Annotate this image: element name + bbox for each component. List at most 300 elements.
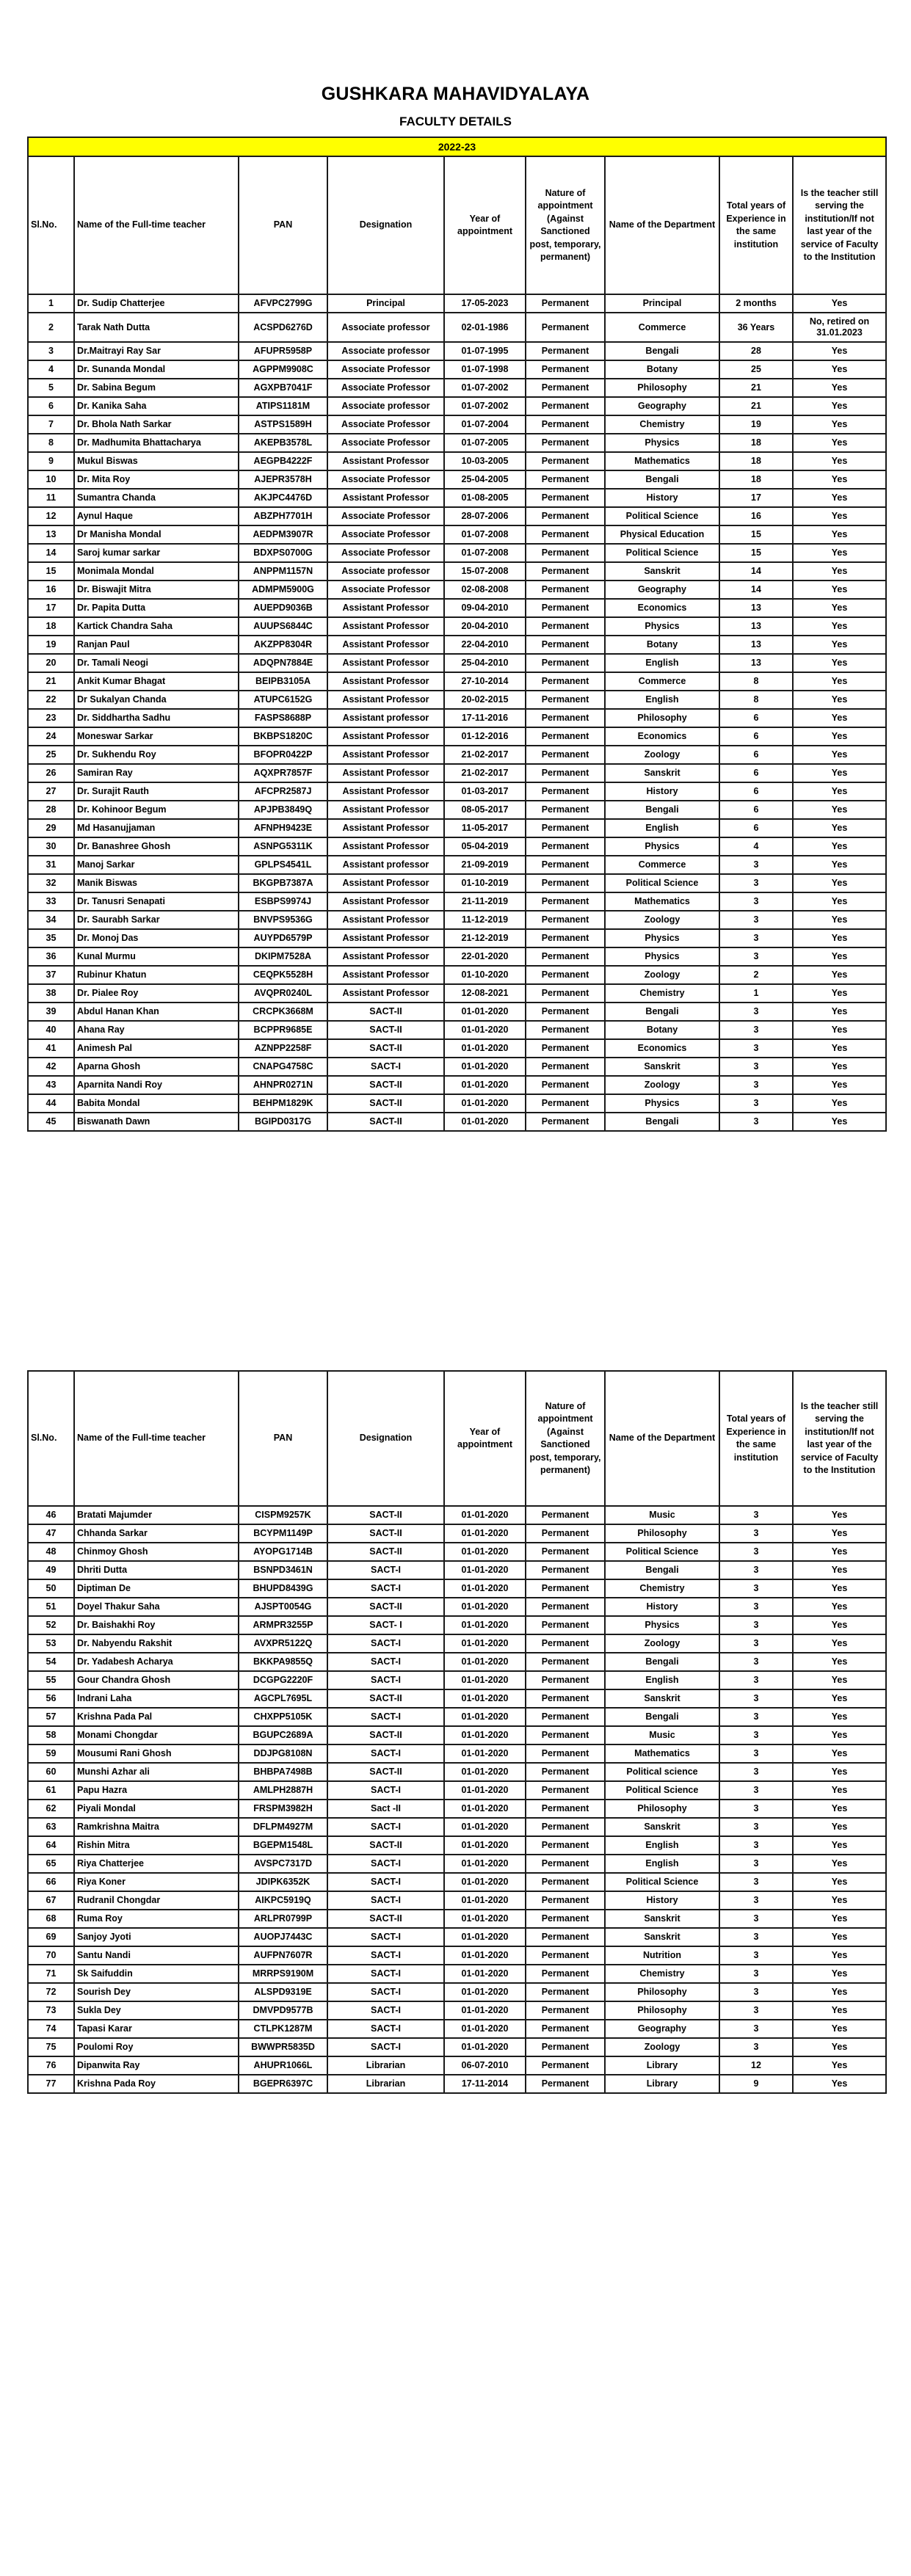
appointment-nature-cell: Permanent	[526, 434, 605, 452]
serving-status-cell: Yes	[793, 415, 886, 434]
table-row	[28, 599, 886, 617]
college-name: GUSHKARA MAHAVIDYALAYA	[321, 84, 590, 104]
table-row	[28, 525, 886, 544]
pan-cell: CRCPK3668M	[239, 1003, 327, 1021]
appointment-nature-cell: Permanent	[526, 415, 605, 434]
appointment-nature-cell: Permanent	[526, 342, 605, 360]
sl-no-cell: 26	[28, 764, 74, 782]
experience-cell: 3	[719, 892, 793, 911]
appointment-nature-cell: Permanent	[526, 1946, 605, 1965]
appointment-date-cell: 01-01-2020	[444, 1708, 526, 1726]
appointment-date-cell: 01-01-2020	[444, 1763, 526, 1781]
appointment-nature-cell: Permanent	[526, 1891, 605, 1910]
department-cell: Bengali	[605, 1653, 719, 1671]
appointment-nature-cell: Permanent	[526, 727, 605, 746]
department-cell: Economics	[605, 1039, 719, 1058]
serving-status-cell: Yes	[793, 1671, 886, 1689]
appointment-nature-cell: Permanent	[526, 1021, 605, 1039]
appointment-date-cell: 01-01-2020	[444, 1506, 526, 1524]
sl-no-cell: 42	[28, 1058, 74, 1076]
appointment-nature-cell: Permanent	[526, 507, 605, 525]
table-row	[28, 397, 886, 415]
appointment-nature-cell: Permanent	[526, 911, 605, 929]
appointment-date-cell: 01-01-2020	[444, 1855, 526, 1873]
experience-cell: 3	[719, 1910, 793, 1928]
table-row	[28, 1598, 886, 1616]
pan-cell: ASNPG5311K	[239, 837, 327, 856]
appointment-date-cell: 01-07-1998	[444, 360, 526, 379]
designation-cell: Assistant Professor	[327, 984, 444, 1003]
serving-status-cell: Yes	[793, 984, 886, 1003]
appointment-date-cell: 01-01-2020	[444, 1543, 526, 1561]
teacher-name-cell: Dr. Saurabh Sarkar	[74, 911, 239, 929]
designation-cell: Associate professor	[327, 397, 444, 415]
teacher-name-cell: Ankit Kumar Bhagat	[74, 672, 239, 691]
department-cell: Zoology	[605, 1634, 719, 1653]
serving-status-cell: Yes	[793, 1928, 886, 1946]
appointment-date-cell: 01-01-2020	[444, 1781, 526, 1800]
department-cell: Political Science	[605, 544, 719, 562]
designation-cell: Assistant Professor	[327, 654, 444, 672]
appointment-date-cell: 01-01-2020	[444, 1873, 526, 1891]
appointment-date-cell: 01-10-2020	[444, 966, 526, 984]
designation-cell: Associate Professor	[327, 415, 444, 434]
col-still-serving-header: Is the teacher still serving the institution/If not last year of the service of Faculty to the Institution	[793, 1371, 886, 1506]
sl-no-cell: 72	[28, 1983, 74, 2001]
experience-cell: 3	[719, 1506, 793, 1524]
appointment-nature-cell: Permanent	[526, 947, 605, 966]
designation-cell: Sact -II	[327, 1800, 444, 1818]
table-row	[28, 1800, 886, 1818]
department-cell: Chemistry	[605, 1579, 719, 1598]
pan-cell: AUYPD6579P	[239, 929, 327, 947]
sl-no-cell: 37	[28, 966, 74, 984]
table-row	[28, 1616, 886, 1634]
department-cell: Philosophy	[605, 379, 719, 397]
sl-no-cell: 7	[28, 415, 74, 434]
sl-no-cell: 55	[28, 1671, 74, 1689]
pan-cell: BNVPS9536G	[239, 911, 327, 929]
designation-cell: Librarian	[327, 2056, 444, 2075]
serving-status-cell: Yes	[793, 397, 886, 415]
col-sl-no-header: Sl.No.	[28, 156, 74, 294]
sl-no-cell: 32	[28, 874, 74, 892]
department-cell: Bengali	[605, 1113, 719, 1131]
appointment-nature-cell: Permanent	[526, 1928, 605, 1946]
department-cell: English	[605, 1671, 719, 1689]
department-cell: Geography	[605, 2020, 719, 2038]
sl-no-cell: 45	[28, 1113, 74, 1131]
designation-cell: SACT-II	[327, 1836, 444, 1855]
appointment-date-cell: 01-01-2020	[444, 1836, 526, 1855]
appointment-nature-cell: Permanent	[526, 892, 605, 911]
table-row	[28, 360, 886, 379]
department-cell: Political science	[605, 1763, 719, 1781]
experience-cell: 13	[719, 599, 793, 617]
appointment-nature-cell: Permanent	[526, 1818, 605, 1836]
appointment-nature-cell: Permanent	[526, 1836, 605, 1855]
designation-cell: SACT-I	[327, 1561, 444, 1579]
experience-cell: 17	[719, 489, 793, 507]
table-row	[28, 1039, 886, 1058]
serving-status-cell: Yes	[793, 360, 886, 379]
experience-cell: 15	[719, 544, 793, 562]
department-cell: Political Science	[605, 1543, 719, 1561]
sl-no-cell: 66	[28, 1873, 74, 1891]
sl-no-cell: 48	[28, 1543, 74, 1561]
designation-cell: SACT-II	[327, 1689, 444, 1708]
serving-status-cell: Yes	[793, 1094, 886, 1113]
pan-cell: ADMPM5900G	[239, 581, 327, 599]
teacher-name-cell: Piyali Mondal	[74, 1800, 239, 1818]
department-cell: Sanskrit	[605, 764, 719, 782]
department-cell: Commerce	[605, 672, 719, 691]
serving-status-cell: Yes	[793, 470, 886, 489]
sl-no-cell: 11	[28, 489, 74, 507]
appointment-date-cell: 01-01-2020	[444, 1003, 526, 1021]
table-row	[28, 727, 886, 746]
department-cell: Philosophy	[605, 1983, 719, 2001]
appointment-date-cell: 01-01-2020	[444, 1671, 526, 1689]
appointment-date-cell: 02-08-2008	[444, 581, 526, 599]
department-cell: Economics	[605, 599, 719, 617]
appointment-date-cell: 22-01-2020	[444, 947, 526, 966]
pan-cell: BGIPD0317G	[239, 1113, 327, 1131]
pan-cell: AFNPH9423E	[239, 819, 327, 837]
designation-cell: Assistant Professor	[327, 782, 444, 801]
appointment-date-cell: 01-01-2020	[444, 1524, 526, 1543]
teacher-name-cell: Dr. Monoj Das	[74, 929, 239, 947]
appointment-nature-cell: Permanent	[526, 2075, 605, 2093]
table-row	[28, 1946, 886, 1965]
pan-cell: DDJPG8108N	[239, 1744, 327, 1763]
table-row	[28, 1094, 886, 1113]
experience-cell: 28	[719, 342, 793, 360]
col-teacher-name-header: Name of the Full-time teacher	[74, 1371, 239, 1506]
sl-no-cell: 8	[28, 434, 74, 452]
serving-status-cell: Yes	[793, 1524, 886, 1543]
appointment-nature-cell: Permanent	[526, 581, 605, 599]
experience-cell: 3	[719, 1671, 793, 1689]
designation-cell: Assistant Professor	[327, 727, 444, 746]
designation-cell: Associate Professor	[327, 434, 444, 452]
teacher-name-cell: Indrani Laha	[74, 1689, 239, 1708]
designation-cell: Assistant Professor	[327, 892, 444, 911]
serving-status-cell: Yes	[793, 764, 886, 782]
serving-status-cell: Yes	[793, 1726, 886, 1744]
table-row	[28, 1726, 886, 1744]
appointment-date-cell: 21-02-2017	[444, 764, 526, 782]
designation-cell: Assistant Professor	[327, 636, 444, 654]
appointment-nature-cell: Permanent	[526, 1058, 605, 1076]
department-cell: Economics	[605, 727, 719, 746]
designation-cell: Assistant professor	[327, 709, 444, 727]
serving-status-cell: Yes	[793, 1910, 886, 1928]
appointment-nature-cell: Permanent	[526, 470, 605, 489]
serving-status-cell: Yes	[793, 1076, 886, 1094]
appointment-nature-cell: Permanent	[526, 691, 605, 709]
appointment-nature-cell: Permanent	[526, 1076, 605, 1094]
table-row	[28, 1058, 886, 1076]
department-cell: Sanskrit	[605, 562, 719, 581]
teacher-name-cell: Biswanath Dawn	[74, 1113, 239, 1131]
department-cell: Bengali	[605, 801, 719, 819]
department-cell: History	[605, 1598, 719, 1616]
table-row	[28, 1003, 886, 1021]
experience-cell: 16	[719, 507, 793, 525]
sl-no-cell: 23	[28, 709, 74, 727]
appointment-nature-cell: Permanent	[526, 1965, 605, 1983]
serving-status-cell: Yes	[793, 1653, 886, 1671]
pan-cell: ATUPC6152G	[239, 691, 327, 709]
table-row	[28, 2075, 886, 2093]
appointment-date-cell: 09-04-2010	[444, 599, 526, 617]
serving-status-cell: Yes	[793, 874, 886, 892]
appointment-date-cell: 01-12-2016	[444, 727, 526, 746]
department-cell: English	[605, 1836, 719, 1855]
serving-status-cell: Yes	[793, 1039, 886, 1058]
teacher-name-cell: Doyel Thakur Saha	[74, 1598, 239, 1616]
table-row	[28, 691, 886, 709]
experience-cell: 3	[719, 1689, 793, 1708]
serving-status-cell: Yes	[793, 452, 886, 470]
appointment-date-cell: 15-07-2008	[444, 562, 526, 581]
table-row	[28, 1689, 886, 1708]
serving-status-cell: Yes	[793, 727, 886, 746]
experience-cell: 3	[719, 1616, 793, 1634]
department-cell: English	[605, 654, 719, 672]
table-row	[28, 1524, 886, 1543]
sl-no-cell: 17	[28, 599, 74, 617]
sl-no-cell: 44	[28, 1094, 74, 1113]
experience-cell: 13	[719, 636, 793, 654]
designation-cell: Associate professor	[327, 313, 444, 342]
experience-cell: 6	[719, 764, 793, 782]
appointment-nature-cell: Permanent	[526, 2001, 605, 2020]
department-cell: Physics	[605, 929, 719, 947]
pan-cell: DFLPM4927M	[239, 1818, 327, 1836]
pan-cell: BEIPB3105A	[239, 672, 327, 691]
experience-cell: 3	[719, 1818, 793, 1836]
serving-status-cell: Yes	[793, 892, 886, 911]
appointment-date-cell: 01-01-2020	[444, 1076, 526, 1094]
experience-cell: 3	[719, 1561, 793, 1579]
col-pan-header: PAN	[239, 156, 327, 294]
designation-cell: Assistant Professor	[327, 746, 444, 764]
table-row	[28, 415, 886, 434]
appointment-nature-cell: Permanent	[526, 1003, 605, 1021]
table-row	[28, 1781, 886, 1800]
sl-no-cell: 57	[28, 1708, 74, 1726]
sl-no-cell: 60	[28, 1763, 74, 1781]
table-row	[28, 892, 886, 911]
pan-cell: BDXPS0700G	[239, 544, 327, 562]
department-cell: Music	[605, 1506, 719, 1524]
pan-cell: AMLPH2887H	[239, 1781, 327, 1800]
pan-cell: DKIPM7528A	[239, 947, 327, 966]
experience-cell: 3	[719, 856, 793, 874]
pan-cell: AGCPL7695L	[239, 1689, 327, 1708]
designation-cell: Assistant Professor	[327, 947, 444, 966]
department-cell: Bengali	[605, 1561, 719, 1579]
pan-cell: BGUPC2689A	[239, 1726, 327, 1744]
experience-cell: 3	[719, 1653, 793, 1671]
sl-no-cell: 30	[28, 837, 74, 856]
col-sl-no-header: Sl.No.	[28, 1371, 74, 1506]
teacher-name-cell: Saroj kumar sarkar	[74, 544, 239, 562]
table-row	[28, 452, 886, 470]
experience-cell: 2	[719, 966, 793, 984]
table-row	[28, 562, 886, 581]
experience-cell: 6	[719, 709, 793, 727]
table-row	[28, 1855, 886, 1873]
table-row	[28, 709, 886, 727]
serving-status-cell: Yes	[793, 2020, 886, 2038]
serving-status-cell: Yes	[793, 1946, 886, 1965]
serving-status-cell: Yes	[793, 709, 886, 727]
designation-cell: SACT-II	[327, 1076, 444, 1094]
sl-no-cell: 74	[28, 2020, 74, 2038]
pan-cell: CEQPK5528H	[239, 966, 327, 984]
sl-no-cell: 46	[28, 1506, 74, 1524]
department-cell: Botany	[605, 360, 719, 379]
pan-cell: BHBPA7498B	[239, 1763, 327, 1781]
experience-cell: 3	[719, 1039, 793, 1058]
sl-no-cell: 36	[28, 947, 74, 966]
appointment-date-cell: 11-05-2017	[444, 819, 526, 837]
teacher-name-cell: Aparna Ghosh	[74, 1058, 239, 1076]
sl-no-cell: 33	[28, 892, 74, 911]
department-cell: Physical Education	[605, 525, 719, 544]
experience-cell: 3	[719, 1855, 793, 1873]
table-row	[28, 1543, 886, 1561]
sl-no-cell: 71	[28, 1965, 74, 1983]
designation-cell: SACT-I	[327, 1891, 444, 1910]
teacher-name-cell: Dr.Maitrayi Ray Sar	[74, 342, 239, 360]
department-cell: English	[605, 691, 719, 709]
appointment-date-cell: 01-01-2020	[444, 1616, 526, 1634]
serving-status-cell: Yes	[793, 911, 886, 929]
designation-cell: Librarian	[327, 2075, 444, 2093]
appointment-nature-cell: Permanent	[526, 929, 605, 947]
teacher-name-cell: Dr. Bhola Nath Sarkar	[74, 415, 239, 434]
appointment-date-cell: 08-05-2017	[444, 801, 526, 819]
table-row	[28, 1744, 886, 1763]
appointment-nature-cell: Permanent	[526, 1873, 605, 1891]
appointment-date-cell: 27-10-2014	[444, 672, 526, 691]
department-cell: Zoology	[605, 2038, 719, 2056]
serving-status-cell: Yes	[793, 1965, 886, 1983]
department-cell: Botany	[605, 1021, 719, 1039]
teacher-name-cell: Dr. Yadabesh Acharya	[74, 1653, 239, 1671]
experience-cell: 6	[719, 727, 793, 746]
sl-no-cell: 14	[28, 544, 74, 562]
pan-cell: FASPS8688P	[239, 709, 327, 727]
appointment-date-cell: 01-01-2020	[444, 1910, 526, 1928]
designation-cell: Associate Professor	[327, 507, 444, 525]
appointment-date-cell: 01-01-2020	[444, 1726, 526, 1744]
appointment-nature-cell: Permanent	[526, 636, 605, 654]
serving-status-cell: Yes	[793, 1689, 886, 1708]
department-cell: Bengali	[605, 470, 719, 489]
designation-cell: SACT-I	[327, 1818, 444, 1836]
designation-cell: SACT-I	[327, 1983, 444, 2001]
designation-cell: SACT-I	[327, 1708, 444, 1726]
teacher-name-cell: Dr. Sunanda Mondal	[74, 360, 239, 379]
serving-status-cell: Yes	[793, 1506, 886, 1524]
appointment-date-cell: 01-01-2020	[444, 2038, 526, 2056]
department-cell: Bengali	[605, 1708, 719, 1726]
designation-cell: SACT-II	[327, 1094, 444, 1113]
appointment-date-cell: 10-03-2005	[444, 452, 526, 470]
table-row	[28, 1965, 886, 1983]
teacher-name-cell: Dr. Kohinoor Begum	[74, 801, 239, 819]
pan-cell: DCGPG2220F	[239, 1671, 327, 1689]
teacher-name-cell: Ramkrishna Maitra	[74, 1818, 239, 1836]
designation-cell: Associate Professor	[327, 544, 444, 562]
sl-no-cell: 40	[28, 1021, 74, 1039]
teacher-name-cell: Diptiman De	[74, 1579, 239, 1598]
appointment-nature-cell: Permanent	[526, 2056, 605, 2075]
department-cell: Physics	[605, 1094, 719, 1113]
sl-no-cell: 69	[28, 1928, 74, 1946]
experience-cell: 3	[719, 1965, 793, 1983]
table-row	[28, 837, 886, 856]
pan-cell: MRRPS9190M	[239, 1965, 327, 1983]
experience-cell: 14	[719, 562, 793, 581]
experience-cell: 3	[719, 1543, 793, 1561]
appointment-date-cell: 17-11-2016	[444, 709, 526, 727]
sl-no-cell: 22	[28, 691, 74, 709]
pan-cell: AFUPR5958P	[239, 342, 327, 360]
sl-no-cell: 35	[28, 929, 74, 947]
teacher-name-cell: Abdul Hanan Khan	[74, 1003, 239, 1021]
teacher-name-cell: Md Hasanujjaman	[74, 819, 239, 837]
teacher-name-cell: Manoj Sarkar	[74, 856, 239, 874]
pan-cell: AGXPB7041F	[239, 379, 327, 397]
experience-cell: 3	[719, 1726, 793, 1744]
serving-status-cell: Yes	[793, 1891, 886, 1910]
sl-no-cell: 39	[28, 1003, 74, 1021]
table-row	[28, 1763, 886, 1781]
teacher-name-cell: Monami Chongdar	[74, 1726, 239, 1744]
experience-cell: 3	[719, 911, 793, 929]
designation-cell: SACT-I	[327, 1058, 444, 1076]
designation-cell: Associate Professor	[327, 525, 444, 544]
pan-cell: AVSPC7317D	[239, 1855, 327, 1873]
teacher-name-cell: Dr. Tamali Neogi	[74, 654, 239, 672]
serving-status-cell: Yes	[793, 489, 886, 507]
serving-status-cell: Yes	[793, 654, 886, 672]
table-row	[28, 489, 886, 507]
experience-cell: 21	[719, 379, 793, 397]
sl-no-cell: 62	[28, 1800, 74, 1818]
designation-cell: Assistant Professor	[327, 874, 444, 892]
experience-cell: 3	[719, 1524, 793, 1543]
designation-cell: SACT-I	[327, 1671, 444, 1689]
pan-cell: BCYPM1149P	[239, 1524, 327, 1543]
department-cell: Chemistry	[605, 1965, 719, 1983]
designation-cell: SACT-I	[327, 1928, 444, 1946]
department-cell: Mathematics	[605, 892, 719, 911]
sl-no-cell: 54	[28, 1653, 74, 1671]
appointment-nature-cell: Permanent	[526, 360, 605, 379]
appointment-nature-cell: Permanent	[526, 856, 605, 874]
pan-cell: AUFPN7607R	[239, 1946, 327, 1965]
sl-no-cell: 65	[28, 1855, 74, 1873]
pan-cell: BCPPR9685E	[239, 1021, 327, 1039]
teacher-name-cell: Munshi Azhar ali	[74, 1763, 239, 1781]
